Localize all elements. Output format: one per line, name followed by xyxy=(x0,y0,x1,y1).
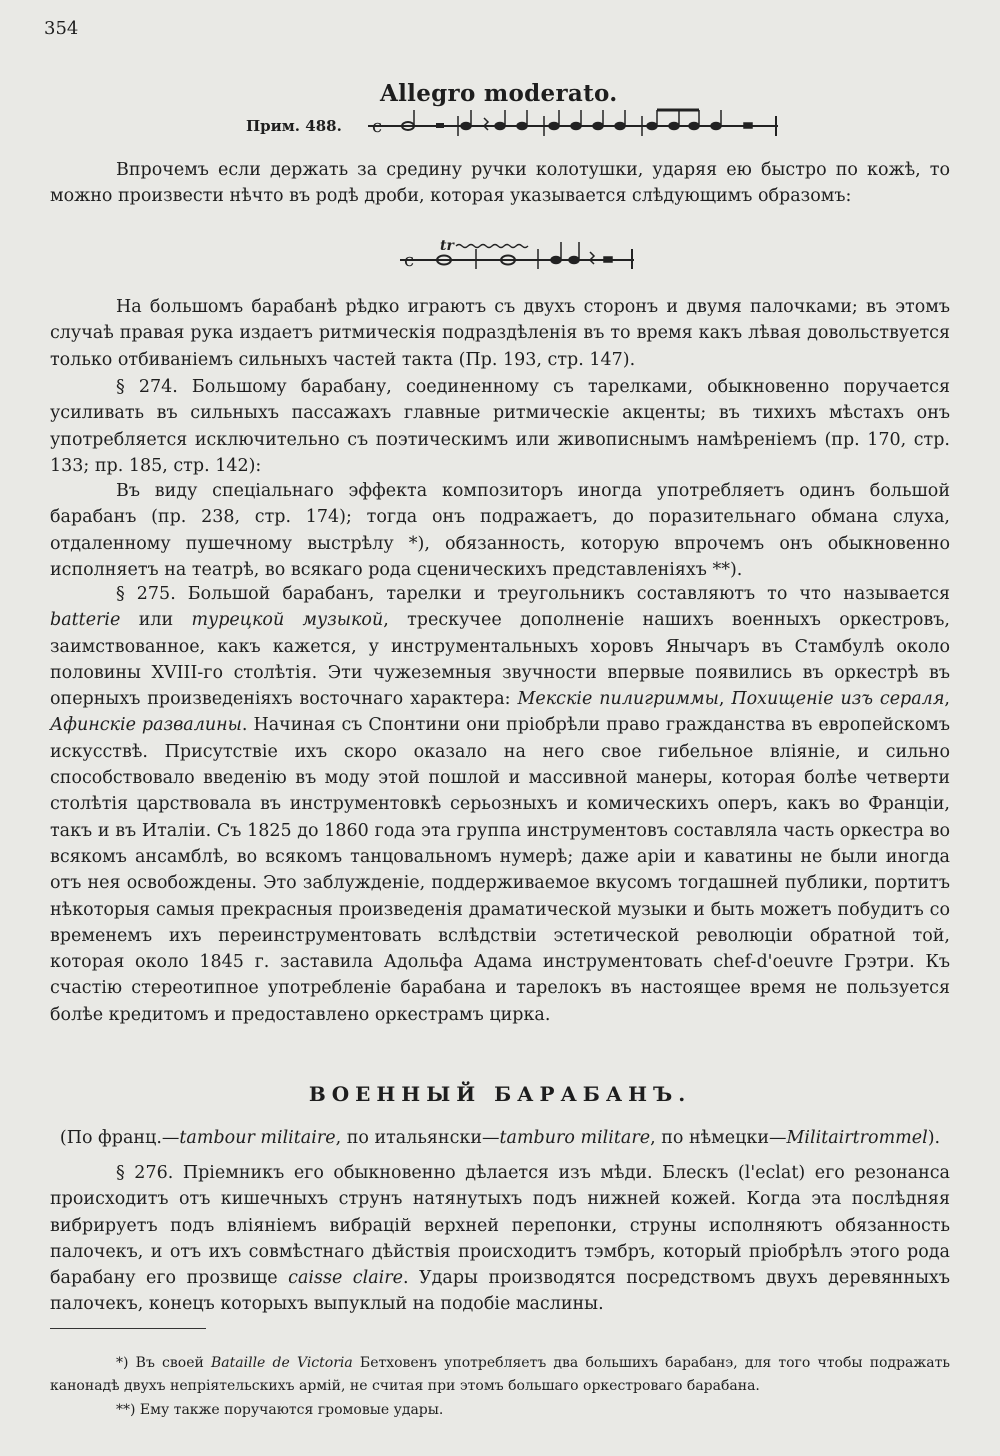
paragraph-274: § 274. Большому барабану, соединенному съ тарелками, обыкновенно поручается усиливать въ сильныхъ пассажахъ главные ритмическіе акценты; въ тихихъ мѣстахъ онъ употребляется исключительно съ поэтическимъ или живописнымъ намѣреніемъ (пр. 170, стр. 133; пр. 185, стр. 142): xyxy=(50,377,950,476)
italic-term: tamburo militare xyxy=(499,1128,651,1148)
section-heading: ВОЕННЫЙ БАРАБАНЪ. xyxy=(308,1082,692,1106)
svg-text:c: c xyxy=(372,116,383,137)
svg-text:tr: tr xyxy=(440,238,454,254)
page-number: 354 xyxy=(44,18,79,39)
text-span: *) Въ своей xyxy=(116,1355,211,1371)
italic-term: caisse claire xyxy=(288,1268,403,1289)
music-example-488 xyxy=(366,104,782,144)
footnote-divider xyxy=(50,1328,206,1329)
paragraph-intro: Впрочемъ если держать за средину ручки колотушки, ударяя ею быстро по кожѣ, то можно произвести нѣчто въ родѣ дроби, которая указывается слѣдующимъ образомъ: xyxy=(50,160,950,207)
instrument-names-line xyxy=(50,1128,950,1148)
paragraph-276 xyxy=(50,1160,950,1318)
italic-term: batterie xyxy=(50,610,121,631)
text-span: , трескучее дополненіе нашихъ военныхъ оркестровъ, заимствованное, какъ кажется, у инструментальныхъ хоровъ Янычаръ въ Стамбулѣ около половины XVIII-го столѣтія. Эти чужеземныя звучности впервые появились въ оркестрѣ въ оперныхъ произведеніяхъ восточнаго характера: xyxy=(50,610,950,710)
text-span: , по нѣмецки— xyxy=(650,1128,787,1148)
paragraph-275 xyxy=(50,581,950,1028)
paragraph-two-sides: На большомъ барабанѣ рѣдко играютъ съ двухъ сторонъ и двумя палочками; въ этомъ случаѣ правая рука издаетъ ритмическія подраздѣленія въ то время какъ лѣвая довольствуется только отбиваніемъ сильныхъ частей такта (Пр. 193, стр. 147). xyxy=(50,297,950,370)
italic-term: Militairtrommel xyxy=(786,1128,928,1148)
text-span: Бетховенъ употребляетъ два большихъ барабанэ, для того чтобы подражать канонадѣ двухъ непріятельскихъ армій, не считая при этомъ большаго оркестроваго барабана. xyxy=(50,1355,950,1394)
text-span: , xyxy=(718,689,732,710)
text-span: . Удары производятся посредствомъ двухъ деревянныхъ палочекъ, конецъ которыхъ выпуклый на подобіе маслины. xyxy=(50,1268,950,1315)
text-span: , по итальянски— xyxy=(335,1128,500,1148)
text-span: . Начиная съ Спонтини они пріобрѣли право гражданства въ европейскомъ искусствѣ. Присутствіе ихъ скоро оказало на него свое гибельное вліяніе, и сильно способствовало введенію въ моду этой пошлой и массивной манеры, которая болѣе четверти столѣтія царствовала въ инструментовкѣ серьозныхъ и комическихъ оперъ, какъ во Франціи, такъ и въ Италіи. Съ 1825 до 1860 года эта группа инструментовъ составляла часть оркестра во всякомъ ансамблѣ, во всякомъ танцовальномъ нумерѣ; даже аріи и каватины не были иногда отъ нея освобождены. Это заблужденіе, поддерживаемое вкусомъ тогдашней публики, портитъ нѣкоторыя самыя прекрасныя произведенія драматической музыки и быть можетъ побудитъ со временемъ ихъ переинструментовать вслѣдствіи эстетической революціи обратной той, которая около 1845 г. заставила Адольфа Адама инструментовать chef-d'oeuvre Грэтри. Къ счастію стереотипное употребленіе барабана и тарелокъ въ настоящее время не пользуется болѣе кредитомъ и предоставлено оркестрамъ цирка. xyxy=(50,715,950,1025)
italic-term: турецкой музыкой xyxy=(191,610,384,631)
italic-opera-title: Мекскіе пилигриммы xyxy=(517,689,719,710)
text-span: ). xyxy=(927,1128,941,1148)
footnote-2: **) Ему также поручаются громовые удары. xyxy=(116,1402,444,1418)
italic-title: Bataille de Victoria xyxy=(211,1355,353,1371)
music-example-roll xyxy=(398,236,638,276)
text-span: , xyxy=(944,689,950,710)
text-span: (По франц.— xyxy=(59,1128,180,1148)
italic-term: tambour militaire xyxy=(179,1128,336,1148)
example-label: Прим. 488. xyxy=(246,117,342,135)
italic-opera-title: Афинскіе развалины xyxy=(50,715,242,736)
tempo-marking: Allegro moderato. xyxy=(380,80,618,107)
text-span: § 275. Большой барабанъ, тарелки и треугольникъ составляютъ то что называется xyxy=(116,584,950,604)
paragraph-cannon-effect: Въ виду спеціальнаго эффекта композиторъ иногда употребляетъ одинъ большой барабанъ (пр. 238, стр. 174); тогда онъ подражаетъ, до поразительнаго обмана слуха, отдаленному пушечному выстрѣлу *), обязанность, которую впрочемъ онъ обыкновенно исполняетъ на театрѣ, во всякаго рода сценическихъ представленіяхъ **). xyxy=(50,481,950,580)
svg-text:c: c xyxy=(404,250,415,271)
footnote-1 xyxy=(50,1352,950,1398)
italic-opera-title: Похищеніе изъ сераля xyxy=(731,689,945,710)
text-span: § 276. Пріемникъ его обыкновенно дѣлается изъ мѣди. Блескъ (l'eclat) его резонанса происходитъ отъ кишечныхъ струнъ натянутыхъ подъ нижней кожей. Когда эта послѣдняя вибрируетъ подъ вліяніемъ вибрацій верхней перепонки, струны исполняютъ обязанность палочекъ, и отъ ихъ совмѣстнаго дѣйствія происходитъ тэмбръ, который пріобрѣлъ этого рода барабану его прозвище xyxy=(50,1163,950,1289)
text-span: или xyxy=(120,610,192,631)
